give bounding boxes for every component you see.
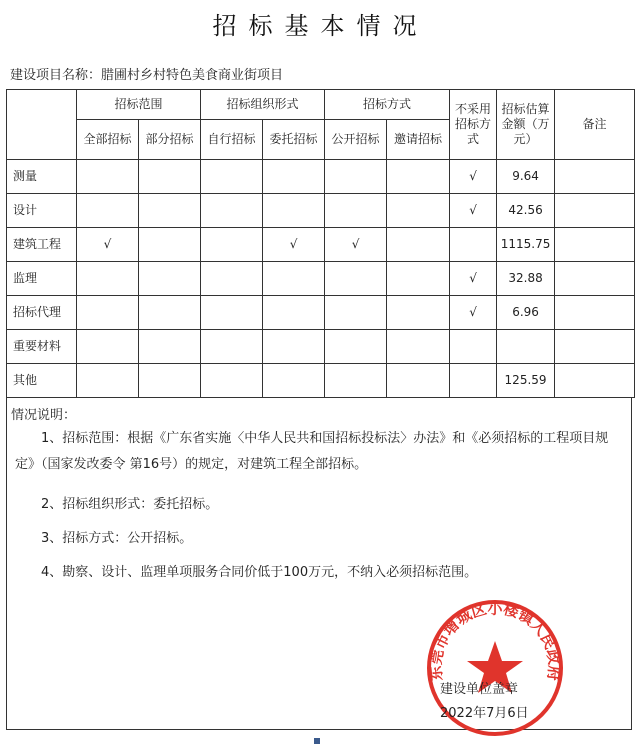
cell (139, 228, 201, 262)
header-remarks: 备注 (555, 90, 635, 160)
cell (450, 364, 497, 398)
amount-cell: 6.96 (497, 296, 555, 330)
document-date: 2022年7月6日 (440, 706, 529, 721)
cell (139, 262, 201, 296)
cell (387, 262, 450, 296)
remark-cell (555, 330, 635, 364)
cell (77, 194, 139, 228)
table-row (7, 330, 635, 364)
cell (201, 364, 263, 398)
remark-cell (555, 262, 635, 296)
subheader-self-bid: 自行招标 (201, 120, 263, 160)
amount-cell: 9.64 (497, 160, 555, 194)
cell (387, 330, 450, 364)
cell (77, 296, 139, 330)
header-scope: 招标范围 (77, 90, 201, 120)
row-label: 监理 (7, 262, 77, 296)
amount-cell (497, 330, 555, 364)
subheader-entrusted-bid: 委托招标 (263, 120, 325, 160)
notes-paragraph-1: 1、招标范围：根据《广东省实施〈中华人民共和国招标投标法〉办法》和《必须招标的工程项目规定》（国家发改委令 第16号）的规定，对建筑工程全部招标。 (15, 431, 609, 472)
cell (325, 330, 387, 364)
seal-text: 东莞市增城区小楼镇人民政府 (426, 599, 564, 682)
cell (387, 364, 450, 398)
check-mark: √ (263, 228, 325, 262)
subheader-open-bid: 公开招标 (325, 120, 387, 160)
check-mark: √ (77, 228, 139, 262)
corner-cell (7, 90, 77, 160)
cell (450, 330, 497, 364)
cell (325, 296, 387, 330)
table-row (7, 262, 635, 296)
table-row (7, 194, 635, 228)
cell (325, 160, 387, 194)
cell (387, 228, 450, 262)
row-label: 招标代理 (7, 296, 77, 330)
header-organization: 招标组织形式 (201, 90, 325, 120)
cell (263, 194, 325, 228)
subheader-partial-bid: 部分招标 (139, 120, 201, 160)
cell (201, 228, 263, 262)
remark-cell (555, 160, 635, 194)
check-mark: √ (450, 160, 497, 194)
check-mark: √ (450, 194, 497, 228)
cell (201, 194, 263, 228)
notes-paragraph-2: 2、招标组织形式：委托招标。 (41, 497, 219, 512)
cell (139, 160, 201, 194)
cell (263, 330, 325, 364)
row-label: 测量 (7, 160, 77, 194)
cell (139, 364, 201, 398)
signature-label: 建设单位盖章 (440, 682, 519, 697)
header-no-bid: 不采用招标方式 (450, 90, 497, 160)
row-label: 设计 (7, 194, 77, 228)
check-mark: √ (450, 296, 497, 330)
cell (263, 296, 325, 330)
page-title: 招标基本情况 (212, 12, 429, 40)
cell (325, 364, 387, 398)
remark-cell (555, 228, 635, 262)
cell (325, 194, 387, 228)
table-row (7, 160, 635, 194)
cell (263, 160, 325, 194)
remark-cell (555, 364, 635, 398)
amount-cell: 1115.75 (497, 228, 555, 262)
cell (201, 262, 263, 296)
table-row (7, 228, 635, 262)
amount-cell: 32.88 (497, 262, 555, 296)
check-mark: √ (450, 262, 497, 296)
cell (139, 194, 201, 228)
cell (201, 296, 263, 330)
row-label: 其他 (7, 364, 77, 398)
cell (387, 296, 450, 330)
project-name: 建设项目名称：腊圃村乡村特色美食商业街项目 (10, 68, 284, 83)
row-label: 建筑工程 (7, 228, 77, 262)
cell (263, 262, 325, 296)
cell (201, 330, 263, 364)
table-row (7, 296, 635, 330)
check-mark: √ (325, 228, 387, 262)
header-method: 招标方式 (325, 90, 450, 120)
notes-paragraph-3: 3、招标方式：公开招标。 (41, 531, 193, 546)
cell (325, 262, 387, 296)
cell (450, 228, 497, 262)
cell (201, 160, 263, 194)
cell (77, 160, 139, 194)
remark-cell (555, 296, 635, 330)
amount-cell: 125.59 (497, 364, 555, 398)
cell (139, 296, 201, 330)
row-label: 重要材料 (7, 330, 77, 364)
notes-paragraph-4: 4、勘察、设计、监理单项服务合同价低于100万元，不纳入必须招标范围。 (41, 565, 478, 580)
cell (77, 330, 139, 364)
cell (77, 364, 139, 398)
subheader-invited-bid: 邀请招标 (387, 120, 450, 160)
cell (387, 160, 450, 194)
cell (77, 262, 139, 296)
page-marker-icon (314, 738, 320, 744)
cell (387, 194, 450, 228)
header-estimate: 招标估算金额（万元） (497, 90, 555, 160)
cell (263, 364, 325, 398)
subheader-all-bid: 全部招标 (77, 120, 139, 160)
cell (139, 330, 201, 364)
remark-cell (555, 194, 635, 228)
amount-cell: 42.56 (497, 194, 555, 228)
bidding-table (6, 89, 635, 398)
table-row (7, 364, 635, 398)
notes-heading: 情况说明： (11, 408, 77, 423)
